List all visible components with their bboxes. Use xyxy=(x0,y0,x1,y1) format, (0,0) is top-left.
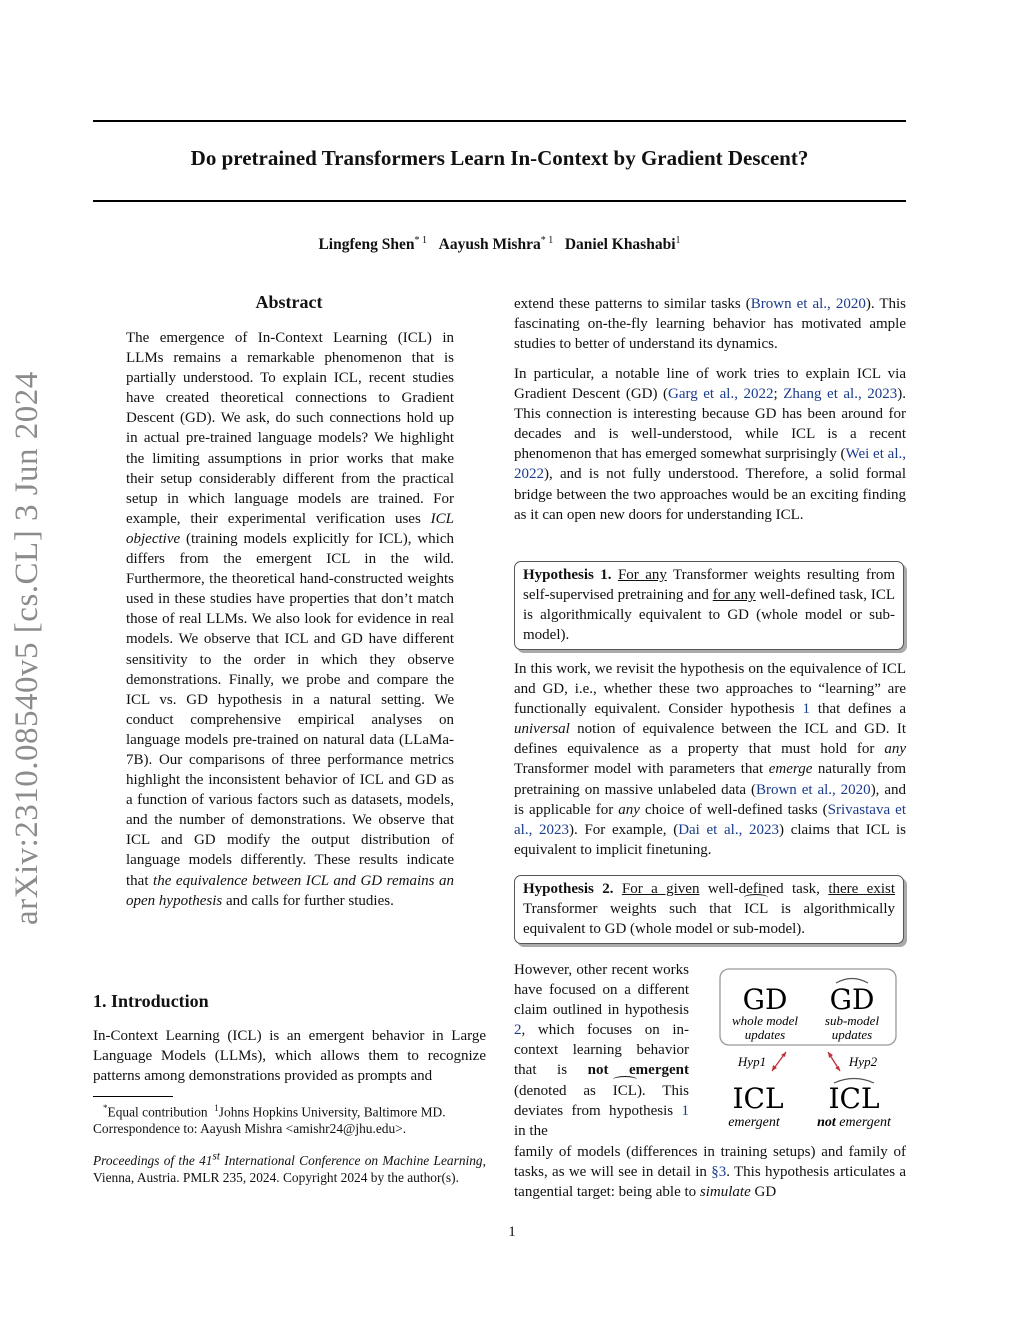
footnote xyxy=(93,1100,486,1137)
col2-text: that defines a xyxy=(809,701,906,718)
col2-text: ) claims that ICL is equivalent to implicit finetuning. xyxy=(514,821,906,858)
gd-left-caption-2: updates xyxy=(744,1027,786,1042)
col2-paragraph-1 xyxy=(514,294,906,354)
abstract-emphasis: ICL objective xyxy=(126,510,454,547)
hypothesis-underline: For any xyxy=(617,567,667,583)
col2-emphasis: emerge xyxy=(768,761,813,778)
abstract-body xyxy=(126,328,454,911)
icl-left-caption: emergent xyxy=(728,1115,780,1130)
abstract-text: and calls for further studies. xyxy=(222,892,394,909)
col2-text: . This hypothesis articulates a tangential target: being able to xyxy=(514,1164,906,1201)
paper-title: Do pretrained Transformers Learn In-Context by Gradient Descent? xyxy=(190,146,809,170)
hypothesis-underline: for any xyxy=(712,587,756,604)
citation-link[interactable]: Garg et al., 2022 xyxy=(668,386,774,403)
footnote-rule xyxy=(93,1096,173,1097)
author-list xyxy=(93,235,906,254)
author-name: Aayush Mishra xyxy=(438,236,541,254)
col2-text: (denoted as xyxy=(514,1082,613,1099)
col2-text: ). This connection is interesting because GD has been around for decades and is well-understood, while ICL is a recent phenomenon that has emerged somewhat surprisingly ( xyxy=(514,386,906,463)
footnote-affiliation: Johns Hopkins University, Baltimore MD. Correspondence to: Aayush Mishra <amishr24@jhu.edu>. xyxy=(93,1104,446,1137)
page-number: 1 xyxy=(508,1224,516,1240)
col2-text: GD xyxy=(750,1184,777,1201)
hypothesis-ref-link[interactable]: 1 xyxy=(681,1102,689,1119)
hypothesis-text: is algorithmically equivalent to GD (whole model or sub-model). xyxy=(523,901,895,938)
icl-right-label: ICL xyxy=(828,1082,880,1115)
hyp2-label: Hyp2 xyxy=(848,1054,878,1069)
col2-text: In this work, we revisit the hypothesis on the equivalence of ICL and GD, i.e., whether these two approaches to “learning” are functionally equivalent. Consider hypothesis xyxy=(514,661,906,718)
col2-text: in the xyxy=(514,1122,548,1139)
gd-right-caption-2: updates xyxy=(831,1027,873,1042)
gd-left-caption-1: whole model xyxy=(731,1013,799,1028)
author-mark: * 1 xyxy=(414,235,428,246)
hypothesis-label: Hypothesis 2. xyxy=(523,881,614,897)
introduction-text: In-Context Learning (ICL) is an emergent behavior in Large Language Models (LLMs), which allows them to recognize patterns among demonstrations provided as prompts and xyxy=(93,1028,486,1085)
author-mark: * 1 xyxy=(540,235,554,246)
col2-emphasis: universal xyxy=(514,721,570,738)
author-name: Daniel Khashabi xyxy=(564,236,676,254)
gd-right-label: GD xyxy=(829,983,875,1016)
col2-text: , which focuses on in-context learning behavior that is xyxy=(514,1022,689,1079)
proceedings-note xyxy=(93,1149,486,1186)
citation-link[interactable]: Dai et al., 2023 xyxy=(678,821,780,838)
author-name: Lingfeng Shen xyxy=(318,236,415,254)
section-ref-link[interactable]: §3 xyxy=(711,1164,727,1181)
col2-text: choice of well-defined tasks ( xyxy=(639,801,828,818)
col2-paragraph-bottom xyxy=(514,1142,906,1202)
hypothesis-underline: there exist xyxy=(828,881,895,897)
col2-bold: not emergent xyxy=(587,1062,689,1079)
col2-text: In particular, a notable line of work tries to explain ICL via Gradient Descent (GD) ( xyxy=(514,366,906,403)
hypothesis-label: Hypothesis 1. xyxy=(523,567,612,583)
col2-text: ). This deviates from hypothesis xyxy=(514,1082,689,1119)
hyp1-arrowhead-top xyxy=(781,1052,786,1057)
hypothesis-underline: For a given xyxy=(621,881,700,897)
citation-link[interactable]: Brown et al., 2020 xyxy=(750,296,866,312)
col2-text: ), and is not fully understood. Therefore, a solid formal bridge between the two approaches would be an exciting finding as it can open new doors for understanding ICL. xyxy=(514,466,906,523)
proceedings-pre: Proceedings of the 41 xyxy=(93,1153,213,1169)
hyp1-label: Hyp1 xyxy=(737,1054,767,1069)
title-rule-bottom xyxy=(93,200,906,202)
diagram-svg xyxy=(718,966,906,1136)
gd-right-caption-1: sub-model xyxy=(824,1013,880,1028)
hypothesis-text: Transformer weights such that xyxy=(523,901,745,918)
section-heading-introduction: 1. Introduction xyxy=(93,991,209,1011)
icl-hat-symbol: ICL xyxy=(744,899,768,919)
icl-left-label: ICL xyxy=(732,1082,784,1115)
col2-text: Transformer model with parameters that xyxy=(514,761,769,778)
hypothesis-2-box xyxy=(514,875,904,944)
author-mark: 1 xyxy=(675,235,681,246)
col2-text: notion of equivalence between the ICL and GD. It defines equivalence as a property that must hold for xyxy=(514,721,906,758)
citation-link[interactable]: Brown et al., 2020 xyxy=(755,781,871,798)
icl-hat-symbol: ICL xyxy=(613,1081,637,1101)
col2-text: family of models (differences in training setups) and family of tasks, as we will see in detail in xyxy=(514,1144,906,1181)
hypothesis-text: well-defined task, xyxy=(699,881,829,897)
title-rule-top xyxy=(93,120,906,122)
abstract-heading: Abstract xyxy=(255,292,323,312)
arxiv-identifier: arXiv:2310.08540v5 [cs.CL] 3 Jun 2024 xyxy=(9,371,45,925)
icl-right-caption xyxy=(817,1115,892,1130)
citation-link[interactable]: Srivastava et al., 2023 xyxy=(514,801,906,838)
proceedings-sup: st xyxy=(212,1151,220,1163)
col2-paragraph-2 xyxy=(514,364,906,525)
col2-text: ). This fascinating on-the-fly learning behavior has motivated ample studies to better of understand its dynamics. xyxy=(514,296,906,353)
proceedings-conf: International Conference on Machine Learning xyxy=(219,1153,483,1169)
abstract-emphasis: the equivalence between ICL and GD remains an open hypothesis xyxy=(126,872,454,909)
gd-left-label: GD xyxy=(742,983,788,1016)
hypothesis-ref-link[interactable]: 1 xyxy=(802,701,810,718)
col2-text: ; xyxy=(773,386,784,403)
col2-text: ). For example, ( xyxy=(569,821,679,838)
hypothesis-1-box xyxy=(514,561,904,650)
col2-text: naturally from pretraining on massive unlabeled data ( xyxy=(514,761,906,798)
hypothesis-text: well-defined task, ICL is algorithmically equivalent to GD (whole model or sub-model). xyxy=(523,587,895,644)
hyp2-arrowhead-bottom xyxy=(835,1066,840,1071)
hypothesis-text: Transformer weights resulting from self-supervised pretraining and xyxy=(523,567,895,604)
hypothesis-ref-link[interactable]: 2 xyxy=(514,1022,522,1039)
col2-text: ), and is applicable for xyxy=(514,781,907,818)
col2-emphasis: simulate xyxy=(699,1184,751,1201)
citation-link[interactable]: Zhang et al., 2023 xyxy=(783,386,898,403)
col2-emphasis: any xyxy=(618,801,640,818)
abstract-text: (training models explicitly for ICL), which differs from the emergent ICL in the wild. Furthermore, the theoretical hand-constructed weights used in these studies have properties that don’t match those of real LLMs. We also look for evidence in real models. We observe that ICL and GD have different sensitivity to the order in which they observe demonstrations. Finally, we probe and compare the ICL vs. GD hypothesis in a natural setting. We conduct comprehensive empirical analyses on language models pre-trained on natural data (LLaMa-7B). Our comparisons of three performance metrics highlight the inconsistent behavior of ICL and GD as a function of various factors such as datasets, models, and the number of demonstrations. We observe that ICL and GD modify the output distribution of language models differently. These results indicate that xyxy=(126,530,454,889)
footnote-star: * xyxy=(103,1103,108,1113)
footnote-one: 1 xyxy=(214,1103,219,1113)
proceedings-post: , Vienna, Austria. PMLR 235, 2024. Copyright 2024 by the author(s). xyxy=(93,1153,486,1186)
abstract-text: The emergence of In-Context Learning (ICL) in LLMs remains a remarkable phenomenon that is partially understood. To explain ICL, recent studies have created theoretical connections to Gradient Descent (GD). We ask, do such connections hold up in actual pre-trained language models? We highlight the limiting assumptions in prior works that make their setup considerably different from the practical setup in which language models are trained. For example, their experimental verification uses xyxy=(126,330,454,527)
col2-emphasis: any xyxy=(884,741,906,758)
icl-right-caption-bold: not xyxy=(817,1115,836,1130)
col2-paragraph-3 xyxy=(514,659,906,860)
col2-text: However, other recent works have focused on a different claim outlined in hypothesis xyxy=(514,962,689,1019)
footnote-equal: Equal contribution xyxy=(107,1104,208,1120)
icl-right-caption-rest: emergent xyxy=(835,1115,891,1130)
hypothesis-diagram xyxy=(718,966,906,1136)
col2-text: extend these patterns to similar tasks ( xyxy=(514,296,751,312)
wrapped-paragraph xyxy=(514,960,689,1141)
citation-link[interactable]: Wei et al., 2022 xyxy=(514,446,906,483)
